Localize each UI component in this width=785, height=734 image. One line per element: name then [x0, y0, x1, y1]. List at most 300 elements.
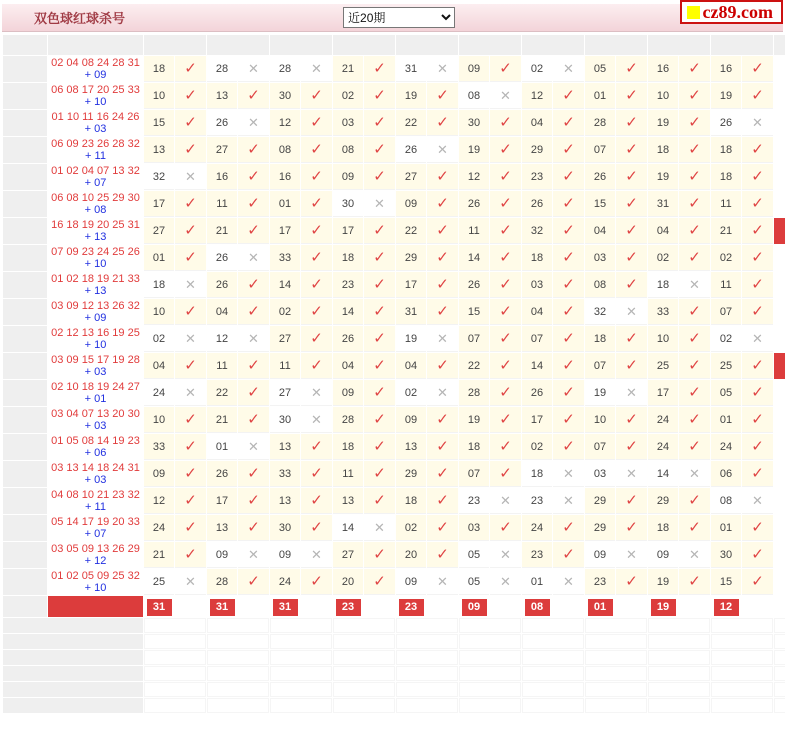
check-icon: ✓ — [499, 114, 512, 131]
red-balls: 03 04 07 13 20 30 — [51, 408, 140, 420]
kill-mark-cell — [616, 380, 647, 406]
kill-number-cell: 12 — [144, 488, 174, 514]
kill-mark-cell — [679, 137, 710, 163]
kill-number-cell: 31 — [648, 191, 678, 217]
red-balls: 01 05 08 14 19 23 — [51, 435, 140, 447]
kill-number-cell: 24 — [144, 380, 174, 406]
kill-mark-cell — [742, 164, 773, 190]
check-icon: ✓ — [184, 222, 197, 239]
kill-mark-cell — [301, 380, 332, 406]
current-kill-badge: 31 — [147, 599, 172, 616]
summary-value-cell — [333, 618, 395, 633]
kill-mark-cell — [616, 434, 647, 460]
draw-numbers-cell — [48, 137, 143, 163]
check-icon: ✓ — [184, 465, 197, 482]
kill-number-cell: 29 — [585, 488, 615, 514]
kill-number-cell: 24 — [270, 569, 300, 595]
check-icon: ✓ — [688, 438, 701, 455]
check-icon: ✓ — [247, 357, 260, 374]
check-icon: ✓ — [688, 114, 701, 131]
current-kill-badge: 23 — [399, 599, 424, 616]
kill-number-cell: 18 — [333, 434, 363, 460]
summary-value-cell — [585, 666, 647, 681]
kill-mark-cell — [364, 191, 395, 217]
cross-icon: ✕ — [563, 573, 574, 589]
summary-value-cell — [459, 650, 521, 665]
check-icon: ✓ — [436, 249, 449, 266]
kill-mark-cell — [175, 407, 206, 433]
summary-value-cell — [207, 698, 269, 713]
check-icon: ✓ — [184, 492, 197, 509]
table-row — [3, 326, 785, 352]
check-icon: ✓ — [247, 411, 260, 428]
summary-value-cell — [648, 650, 710, 665]
kill-mark-cell — [175, 110, 206, 136]
check-icon: ✓ — [310, 276, 323, 293]
kill-mark-cell — [490, 191, 521, 217]
kill-mark-cell — [679, 299, 710, 325]
check-icon: ✓ — [751, 276, 764, 293]
kill-number-cell: 13 — [207, 83, 237, 109]
red-balls: 01 10 11 16 24 26 — [51, 111, 140, 123]
current-kill-badge: 19 — [651, 599, 676, 616]
cross-icon: ✕ — [563, 60, 574, 76]
kill-mark-cell — [616, 110, 647, 136]
check-icon: ✓ — [310, 87, 323, 104]
stat-cell — [774, 596, 785, 617]
check-icon: ✓ — [184, 195, 197, 212]
kill-mark-cell — [175, 56, 206, 82]
kill-mark-cell — [301, 569, 332, 595]
column-header-expert — [585, 35, 647, 55]
draw-numbers-cell — [48, 461, 143, 487]
kill-number-cell: 33 — [648, 299, 678, 325]
kill-number-cell: 08 — [270, 137, 300, 163]
kill-number-cell: 30 — [270, 83, 300, 109]
kill-number-cell: 26 — [459, 191, 489, 217]
check-icon: ✓ — [751, 168, 764, 185]
stat-cell — [774, 110, 785, 136]
kill-number-cell: 17 — [270, 218, 300, 244]
summary-label — [3, 698, 143, 713]
period-cell — [3, 569, 47, 595]
summary-value-cell — [207, 682, 269, 697]
blue-ball: + 08 — [84, 204, 107, 216]
current-kill-mark-cell — [679, 596, 710, 617]
blue-ball: + 09 — [84, 69, 107, 81]
summary-value-cell — [144, 634, 206, 649]
red-balls: 16 18 19 20 25 31 — [51, 219, 140, 231]
check-icon: ✓ — [562, 168, 575, 185]
kill-mark-cell — [301, 542, 332, 568]
cross-icon: ✕ — [752, 492, 763, 508]
kill-mark-cell — [427, 56, 458, 82]
stat-cell — [774, 407, 785, 433]
topbar — [2, 1, 783, 32]
kill-mark-cell — [679, 569, 710, 595]
check-icon: ✓ — [625, 573, 638, 590]
kill-mark-cell — [490, 83, 521, 109]
period-cell — [3, 299, 47, 325]
check-icon: ✓ — [625, 330, 638, 347]
kill-number-cell: 32 — [585, 299, 615, 325]
summary-value-cell — [522, 618, 584, 633]
kill-number-cell: 24 — [648, 407, 678, 433]
summary-value-cell — [522, 650, 584, 665]
stat-cell — [774, 137, 785, 163]
blue-ball: + 11 — [85, 501, 106, 513]
current-kill-badge: 23 — [336, 599, 361, 616]
kill-number-cell: 02 — [144, 326, 174, 352]
kill-mark-cell — [238, 461, 269, 487]
kill-number-cell: 09 — [585, 542, 615, 568]
kill-mark-cell — [301, 83, 332, 109]
check-icon: ✓ — [373, 114, 386, 131]
check-icon: ✓ — [688, 303, 701, 320]
current-kill-number-cell — [144, 596, 174, 617]
check-icon: ✓ — [688, 195, 701, 212]
draw-numbers-cell — [48, 488, 143, 514]
kill-number-cell: 26 — [711, 110, 741, 136]
kill-number-cell: 02 — [270, 299, 300, 325]
current-kill-mark-cell — [616, 596, 647, 617]
summary-value-cell — [207, 618, 269, 633]
check-icon: ✓ — [625, 492, 638, 509]
kill-number-cell: 18 — [648, 515, 678, 541]
kill-mark-cell — [238, 137, 269, 163]
kill-mark-cell — [490, 326, 521, 352]
summary-value-cell — [711, 650, 773, 665]
blue-ball: + 13 — [84, 231, 107, 243]
site-logo[interactable] — [680, 0, 783, 24]
kill-mark-cell — [679, 164, 710, 190]
period-cell — [3, 83, 47, 109]
logo-text: cz89.com — [702, 1, 773, 22]
kill-mark-cell — [301, 245, 332, 271]
check-icon: ✓ — [184, 141, 197, 158]
kill-mark-cell — [553, 407, 584, 433]
summary-value-cell — [711, 682, 773, 697]
kill-mark-cell — [364, 569, 395, 595]
summary-value-cell — [459, 666, 521, 681]
kill-number-cell: 30 — [270, 407, 300, 433]
current-kill-number-cell — [585, 596, 615, 617]
kill-number-cell: 23 — [585, 569, 615, 595]
check-icon: ✓ — [247, 195, 260, 212]
check-icon: ✓ — [373, 303, 386, 320]
kill-number-cell: 16 — [711, 56, 741, 82]
check-icon: ✓ — [688, 357, 701, 374]
check-icon: ✓ — [499, 357, 512, 374]
check-icon: ✓ — [751, 141, 764, 158]
kill-number-cell: 07 — [711, 299, 741, 325]
kill-mark-cell — [616, 137, 647, 163]
kill-number-cell: 21 — [711, 218, 741, 244]
red-balls: 06 08 10 25 29 30 — [51, 192, 140, 204]
kill-mark-cell — [427, 326, 458, 352]
kill-number-cell: 14 — [333, 515, 363, 541]
draw-numbers-cell — [48, 434, 143, 460]
check-icon: ✓ — [184, 249, 197, 266]
check-icon: ✓ — [688, 492, 701, 509]
check-icon: ✓ — [184, 519, 197, 536]
check-icon: ✓ — [751, 195, 764, 212]
kill-mark-cell — [553, 434, 584, 460]
kill-number-cell: 02 — [711, 326, 741, 352]
kill-number-cell: 08 — [333, 137, 363, 163]
kill-number-cell: 03 — [459, 515, 489, 541]
check-icon: ✓ — [373, 60, 386, 77]
check-icon: ✓ — [373, 249, 386, 266]
cross-icon: ✕ — [248, 249, 259, 265]
period-cell — [3, 110, 47, 136]
check-icon: ✓ — [310, 195, 323, 212]
current-kill-number-cell — [333, 596, 363, 617]
kill-number-cell: 09 — [459, 56, 489, 82]
check-icon: ✓ — [751, 465, 764, 482]
kill-mark-cell — [301, 434, 332, 460]
kill-mark-cell — [238, 380, 269, 406]
check-icon: ✓ — [625, 438, 638, 455]
kill-mark-cell — [427, 218, 458, 244]
summary-value-cell — [522, 682, 584, 697]
kill-mark-cell — [238, 488, 269, 514]
blue-ball: + 03 — [84, 420, 107, 432]
kill-mark-cell — [742, 218, 773, 244]
stat-cell — [774, 83, 785, 109]
check-icon: ✓ — [436, 438, 449, 455]
kill-mark-cell — [490, 272, 521, 298]
draw-numbers-cell — [48, 515, 143, 541]
kill-mark-cell — [238, 542, 269, 568]
kill-mark-cell — [427, 299, 458, 325]
kill-mark-cell — [616, 461, 647, 487]
summary-value-cell — [144, 698, 206, 713]
kill-number-cell: 11 — [459, 218, 489, 244]
cross-icon: ✕ — [500, 492, 511, 508]
summary-value-cell — [459, 698, 521, 713]
kill-number-cell: 28 — [207, 56, 237, 82]
kill-mark-cell — [742, 326, 773, 352]
check-icon: ✓ — [436, 114, 449, 131]
summary-label — [3, 682, 143, 697]
period-cell — [3, 380, 47, 406]
red-balls: 07 09 23 24 25 26 — [51, 246, 140, 258]
column-header-draw — [48, 35, 143, 55]
summary-value-cell — [144, 682, 206, 697]
summary-value-cell — [711, 618, 773, 633]
kill-number-cell: 22 — [396, 110, 426, 136]
kill-number-cell: 07 — [459, 461, 489, 487]
kill-number-cell: 14 — [459, 245, 489, 271]
draw-numbers-cell — [48, 407, 143, 433]
kill-mark-cell — [301, 515, 332, 541]
page-title: 双色球红球杀号 — [34, 11, 126, 26]
kill-number-cell: 04 — [522, 110, 552, 136]
kill-number-cell: 11 — [711, 191, 741, 217]
kill-mark-cell — [616, 191, 647, 217]
kill-mark-cell — [553, 299, 584, 325]
red-balls: 02 12 13 16 19 25 — [51, 327, 140, 339]
kill-number-cell: 25 — [648, 353, 678, 379]
table-row — [3, 569, 785, 595]
kill-number-cell: 13 — [207, 515, 237, 541]
kill-number-cell: 09 — [333, 380, 363, 406]
kill-mark-cell — [490, 407, 521, 433]
check-icon: ✓ — [310, 438, 323, 455]
kill-mark-cell — [175, 218, 206, 244]
kill-mark-cell — [742, 353, 773, 379]
check-icon: ✓ — [751, 357, 764, 374]
summary-value-cell — [144, 650, 206, 665]
kill-number-cell: 33 — [144, 434, 174, 460]
kill-mark-cell — [490, 380, 521, 406]
kill-mark-cell — [553, 245, 584, 271]
kill-number-cell: 15 — [144, 110, 174, 136]
blue-ball: + 11 — [85, 150, 106, 162]
kill-mark-cell — [553, 110, 584, 136]
kill-mark-cell — [742, 488, 773, 514]
kill-number-cell: 01 — [711, 407, 741, 433]
check-icon: ✓ — [688, 330, 701, 347]
kill-number-cell: 09 — [396, 191, 426, 217]
kill-number-cell: 10 — [648, 83, 678, 109]
kill-mark-cell — [490, 299, 521, 325]
check-icon: ✓ — [499, 168, 512, 185]
kill-number-cell: 26 — [207, 461, 237, 487]
column-header-expert — [270, 35, 332, 55]
period-cell — [3, 326, 47, 352]
check-icon: ✓ — [310, 573, 323, 590]
summary-value-cell — [711, 666, 773, 681]
red-balls: 03 05 09 13 26 29 — [51, 543, 140, 555]
period-range-select[interactable] — [343, 7, 455, 28]
cross-icon: ✕ — [437, 573, 448, 589]
kill-number-cell: 11 — [333, 461, 363, 487]
stat-cell-perfect-badge — [774, 353, 785, 379]
kill-number-cell: 28 — [333, 407, 363, 433]
kill-number-cell: 19 — [648, 110, 678, 136]
kill-number-cell: 23 — [333, 272, 363, 298]
current-kill-mark-cell — [364, 596, 395, 617]
period-cell — [3, 272, 47, 298]
kill-mark-cell — [553, 461, 584, 487]
kill-number-cell: 09 — [144, 461, 174, 487]
red-balls: 01 02 18 19 21 33 — [51, 273, 140, 285]
current-kill-number-cell — [648, 596, 678, 617]
draw-numbers-cell — [48, 83, 143, 109]
kill-number-cell: 30 — [459, 110, 489, 136]
check-icon: ✓ — [625, 357, 638, 374]
stat-cell — [774, 434, 785, 460]
check-icon: ✓ — [247, 573, 260, 590]
check-icon: ✓ — [562, 114, 575, 131]
kill-mark-cell — [553, 353, 584, 379]
kill-number-cell: 02 — [522, 434, 552, 460]
kill-mark-cell — [364, 83, 395, 109]
kill-mark-cell — [427, 407, 458, 433]
kill-number-cell: 12 — [459, 164, 489, 190]
blue-ball: + 06 — [84, 447, 107, 459]
check-icon: ✓ — [373, 87, 386, 104]
stat-cell — [774, 164, 785, 190]
summary-value-cell — [774, 634, 785, 649]
draw-numbers-cell — [48, 56, 143, 82]
kill-mark-cell — [238, 434, 269, 460]
kill-mark-cell — [742, 542, 773, 568]
kill-mark-cell — [301, 326, 332, 352]
kill-mark-cell — [175, 164, 206, 190]
kill-mark-cell — [427, 488, 458, 514]
kill-number-cell: 17 — [396, 272, 426, 298]
summary-value-cell — [333, 666, 395, 681]
kill-mark-cell — [679, 245, 710, 271]
kill-mark-cell — [364, 488, 395, 514]
check-icon: ✓ — [436, 492, 449, 509]
summary-value-cell — [144, 618, 206, 633]
table-row — [3, 353, 785, 379]
check-icon: ✓ — [499, 384, 512, 401]
check-icon: ✓ — [688, 411, 701, 428]
kill-number-table — [2, 34, 785, 714]
summary-value-cell — [585, 682, 647, 697]
cross-icon: ✕ — [248, 438, 259, 454]
check-icon: ✓ — [247, 276, 260, 293]
red-balls: 05 14 17 19 20 33 — [51, 516, 140, 528]
summary-value-cell — [333, 682, 395, 697]
kill-number-cell: 19 — [648, 569, 678, 595]
check-icon: ✓ — [751, 519, 764, 536]
kill-number-cell: 27 — [207, 137, 237, 163]
period-cell — [3, 515, 47, 541]
kill-mark-cell — [490, 110, 521, 136]
kill-number-cell: 28 — [207, 569, 237, 595]
check-icon: ✓ — [247, 465, 260, 482]
check-icon: ✓ — [688, 168, 701, 185]
kill-number-cell: 18 — [711, 137, 741, 163]
kill-mark-cell — [364, 380, 395, 406]
kill-number-cell: 30 — [711, 542, 741, 568]
summary-value-cell — [522, 698, 584, 713]
summary-value-cell — [774, 666, 785, 681]
kill-number-cell: 26 — [207, 245, 237, 271]
kill-number-cell: 18 — [459, 434, 489, 460]
red-balls: 03 13 14 18 24 31 — [51, 462, 140, 474]
kill-number-cell: 09 — [396, 569, 426, 595]
kill-number-cell: 27 — [333, 542, 363, 568]
check-icon: ✓ — [625, 276, 638, 293]
draw-numbers-cell — [48, 110, 143, 136]
summary-value-cell — [270, 618, 332, 633]
summary-value-cell — [270, 666, 332, 681]
kill-number-cell: 18 — [144, 272, 174, 298]
kill-mark-cell — [427, 83, 458, 109]
kill-mark-cell — [553, 569, 584, 595]
column-header-expert — [648, 35, 710, 55]
kill-mark-cell — [490, 164, 521, 190]
kill-number-cell: 31 — [396, 299, 426, 325]
kill-mark-cell — [175, 272, 206, 298]
kill-number-cell: 04 — [144, 353, 174, 379]
kill-mark-cell — [679, 488, 710, 514]
blue-ball: + 03 — [84, 366, 107, 378]
kill-mark-cell — [679, 434, 710, 460]
column-header-expert — [396, 35, 458, 55]
table-row — [3, 461, 785, 487]
kill-mark-cell — [616, 353, 647, 379]
kill-mark-cell — [427, 137, 458, 163]
check-icon: ✓ — [499, 141, 512, 158]
